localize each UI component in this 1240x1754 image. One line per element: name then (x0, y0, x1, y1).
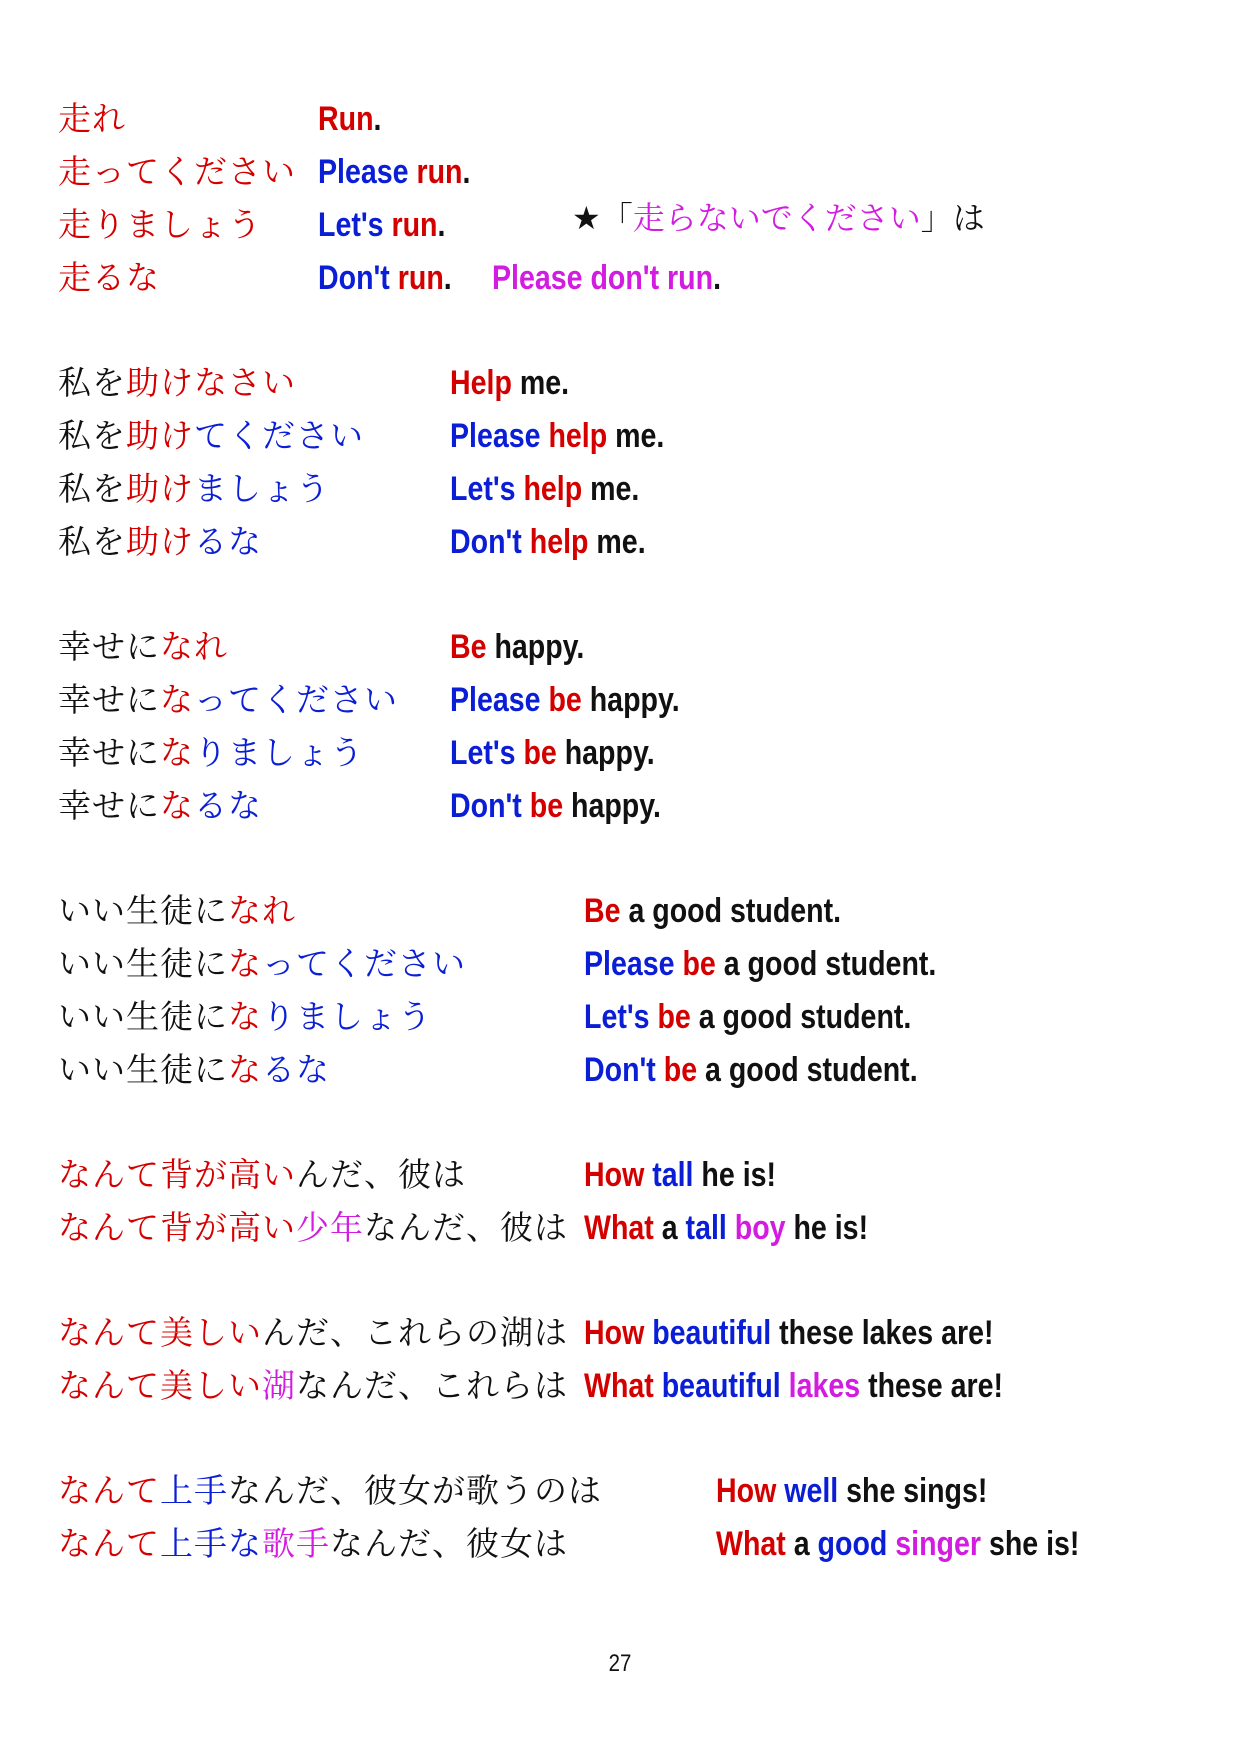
japanese-segment: 美しい (160, 1366, 262, 1405)
japanese-phrase (58, 937, 466, 991)
english-segment: me. (588, 523, 646, 561)
japanese-segment: りましょう (262, 997, 432, 1036)
english-segment: Don't (450, 523, 530, 561)
japanese-segment: な (228, 944, 262, 983)
english-segment: tall (652, 1156, 694, 1194)
japanese-phrase (58, 726, 364, 780)
phrase-row (0, 409, 1240, 463)
english-phrase (584, 884, 841, 938)
english-segment: Please (450, 417, 549, 455)
english-segment: happy. (556, 734, 655, 772)
english-segment: boy (734, 1209, 786, 1247)
japanese-segment: ましょう (194, 469, 330, 508)
english-segment: Let's (450, 734, 524, 772)
english-segment: be (657, 998, 691, 1036)
japanese-segment: な (160, 786, 194, 825)
japanese-segment: 湖 (262, 1366, 296, 1405)
english-segment: Let's (450, 470, 524, 508)
phrase-row (0, 251, 1240, 305)
english-segment: Don't (318, 259, 398, 297)
japanese-segment: な (160, 733, 194, 772)
japanese-segment: いい生徒に (58, 944, 228, 983)
phrase-row (0, 1464, 1240, 1518)
japanese-segment: 走れ (58, 99, 126, 138)
japanese-phrase (58, 1359, 568, 1413)
english-segment: me. (607, 417, 665, 455)
japanese-phrase (58, 779, 262, 833)
japanese-segment: 少年 (296, 1208, 364, 1247)
english-segment: a (785, 1525, 818, 1563)
japanese-segment: なんだ、これらは (296, 1366, 568, 1405)
english-phrase (450, 726, 655, 780)
japanese-segment: るな (262, 1050, 330, 1089)
japanese-segment: な (228, 1050, 262, 1089)
japanese-segment: 走ってください (58, 152, 296, 191)
japanese-segment: なんだ、彼女が歌うのは (228, 1471, 602, 1510)
japanese-segment: 私を (58, 522, 126, 561)
japanese-segment: 私を (58, 469, 126, 508)
phrase-row (0, 673, 1240, 727)
japanese-phrase (58, 515, 262, 569)
english-segment: he is! (693, 1156, 777, 1194)
english-segment: good (817, 1525, 896, 1563)
english-segment: Help (450, 364, 512, 402)
english-segment: beautiful (652, 1314, 772, 1352)
english-phrase (584, 1201, 868, 1255)
phrase-row (0, 620, 1240, 674)
japanese-phrase (58, 92, 126, 146)
english-segment: a good student. (690, 998, 912, 1036)
english-segment: Please (450, 681, 549, 719)
note-answer-segment: don't (590, 259, 668, 297)
japanese-segment: な (160, 680, 194, 719)
japanese-segment: 走りましょう (58, 205, 262, 244)
japanese-segment: 背が高い (160, 1155, 296, 1194)
english-phrase (716, 1464, 987, 1518)
english-phrase (318, 251, 452, 305)
japanese-segment: んだ、彼は (296, 1155, 466, 1194)
note-open-bracket: 「 (600, 199, 633, 237)
english-segment: How (584, 1156, 653, 1194)
english-phrase (450, 779, 661, 833)
english-segment: . (437, 206, 446, 244)
english-segment: Don't (450, 787, 530, 825)
english-phrase (584, 1359, 1003, 1413)
japanese-segment: んだ、これらの湖は (262, 1313, 568, 1352)
english-segment: well (784, 1472, 839, 1510)
english-segment: help (529, 523, 589, 561)
japanese-segment: 幸せに (58, 680, 160, 719)
english-segment: help (523, 470, 583, 508)
english-segment: be (548, 681, 582, 719)
japanese-phrase (58, 1306, 568, 1360)
english-segment: these are! (860, 1367, 1004, 1405)
note-answer (492, 251, 721, 305)
phrase-row (0, 990, 1240, 1044)
english-segment: she sings! (838, 1472, 988, 1510)
english-segment: . (443, 259, 452, 297)
english-segment: singer (895, 1525, 982, 1563)
phrase-row (0, 1359, 1240, 1413)
english-segment: Run (318, 100, 374, 138)
english-segment: Let's (584, 998, 658, 1036)
japanese-segment: 幸せに (58, 786, 160, 825)
english-segment: me. (511, 364, 570, 402)
english-segment: What (584, 1209, 654, 1247)
japanese-phrase (58, 251, 160, 305)
english-phrase (450, 462, 639, 516)
phrase-row (0, 462, 1240, 516)
japanese-segment: てください (194, 416, 364, 455)
english-phrase (450, 673, 680, 727)
english-segment: tall (685, 1209, 735, 1247)
english-segment: Be (450, 628, 487, 666)
note-answer-segment: run (667, 259, 714, 297)
english-segment: Be (584, 892, 621, 930)
japanese-segment: なれ (228, 891, 296, 930)
english-phrase (450, 356, 569, 410)
english-segment: What (716, 1525, 786, 1563)
phrase-row (0, 1201, 1240, 1255)
english-segment: be (529, 787, 564, 825)
english-segment: Don't (584, 1051, 664, 1089)
english-segment: Please (318, 153, 417, 191)
note-row (0, 191, 1240, 245)
english-segment: he is! (785, 1209, 869, 1247)
note-answer-segment: Please (492, 259, 591, 297)
english-segment: run (416, 153, 463, 191)
phrase-row (0, 937, 1240, 991)
english-phrase (584, 1148, 776, 1202)
english-segment: . (462, 153, 471, 191)
japanese-phrase (58, 990, 432, 1044)
phrase-row (0, 1517, 1240, 1571)
japanese-segment: なれ (160, 627, 228, 666)
phrase-row (0, 515, 1240, 569)
phrase-row (0, 1306, 1240, 1360)
japanese-segment: なんて (58, 1313, 160, 1352)
phrase-row (0, 356, 1240, 410)
english-phrase (716, 1517, 1079, 1571)
english-segment: a good student. (715, 945, 937, 983)
english-phrase (584, 990, 911, 1044)
english-segment: run (391, 206, 438, 244)
note-close-bracket: 」は (920, 199, 985, 237)
english-phrase (450, 620, 584, 674)
japanese-segment: な (228, 997, 262, 1036)
phrase-row (0, 779, 1240, 833)
japanese-segment: 背が高い (160, 1208, 296, 1247)
japanese-segment: 私を (58, 416, 126, 455)
japanese-phrase (58, 462, 330, 516)
japanese-phrase (58, 620, 228, 674)
japanese-segment: 私を (58, 363, 126, 402)
english-segment: happy. (581, 681, 680, 719)
english-segment: be (682, 945, 716, 983)
english-segment: a good student. (620, 892, 842, 930)
japanese-segment: 上手な (160, 1524, 262, 1563)
phrase-row (0, 884, 1240, 938)
japanese-segment: ってください (262, 944, 466, 983)
japanese-segment: 助けなさい (126, 363, 296, 402)
phrase-row (0, 1043, 1240, 1097)
japanese-segment: なんて (58, 1366, 160, 1405)
japanese-segment: 美しい (160, 1313, 262, 1352)
japanese-segment: 助け (126, 522, 194, 561)
japanese-phrase (58, 356, 296, 410)
english-segment: run (397, 259, 444, 297)
note-answer-segment: . (713, 259, 722, 297)
japanese-segment: いい生徒に (58, 891, 228, 930)
japanese-segment: 助け (126, 416, 194, 455)
japanese-segment: なんだ、彼女は (330, 1524, 568, 1563)
english-segment: . (373, 100, 382, 138)
japanese-phrase (58, 1201, 568, 1255)
english-phrase (450, 515, 646, 569)
japanese-segment: なんて (58, 1471, 160, 1510)
japanese-phrase (58, 409, 364, 463)
english-segment: How (584, 1314, 653, 1352)
japanese-segment: なんて (58, 1524, 160, 1563)
english-phrase (318, 92, 381, 146)
note-quote: 走らないでください (632, 199, 921, 237)
japanese-phrase (58, 1464, 602, 1518)
english-phrase (584, 1306, 994, 1360)
english-segment: beautiful (661, 1367, 789, 1405)
english-segment: be (523, 734, 557, 772)
note (572, 191, 985, 245)
japanese-segment: なんて (58, 1208, 160, 1247)
japanese-segment: 助け (126, 469, 194, 508)
english-phrase (584, 937, 936, 991)
japanese-segment: るな (194, 786, 262, 825)
star-icon: ★ (572, 199, 601, 237)
japanese-segment: ってください (194, 680, 398, 719)
english-segment: How (716, 1472, 785, 1510)
english-segment: be (663, 1051, 698, 1089)
english-segment: happy. (563, 787, 661, 825)
english-segment: help (548, 417, 608, 455)
japanese-segment: 歌手 (262, 1524, 330, 1563)
english-segment: she is! (981, 1525, 1080, 1563)
japanese-phrase (58, 1148, 466, 1202)
japanese-segment: るな (194, 522, 262, 561)
japanese-segment: 上手 (160, 1471, 228, 1510)
japanese-segment: 幸せに (58, 627, 160, 666)
phrase-row (0, 726, 1240, 780)
english-segment: happy. (486, 628, 585, 666)
english-segment: lakes (788, 1367, 861, 1405)
english-segment: a (653, 1209, 686, 1247)
english-segment: What (584, 1367, 662, 1405)
phrase-row (0, 92, 1240, 146)
japanese-segment: いい生徒に (58, 1050, 228, 1089)
english-segment: these lakes are! (771, 1314, 994, 1352)
english-segment: Let's (318, 206, 392, 244)
english-segment: me. (582, 470, 640, 508)
japanese-phrase (58, 1517, 568, 1571)
japanese-segment: 走るな (58, 258, 160, 297)
japanese-phrase (58, 884, 296, 938)
japanese-segment: なんだ、彼は (364, 1208, 568, 1247)
english-segment: Please (584, 945, 683, 983)
japanese-segment: 幸せに (58, 733, 160, 772)
japanese-segment: なんて (58, 1155, 160, 1194)
english-phrase (450, 409, 664, 463)
japanese-segment: りましょう (194, 733, 364, 772)
japanese-phrase (58, 673, 398, 727)
japanese-segment: いい生徒に (58, 997, 228, 1036)
english-phrase (584, 1043, 918, 1097)
phrase-row (0, 1148, 1240, 1202)
page-number: 27 (608, 1650, 632, 1677)
japanese-phrase (58, 1043, 330, 1097)
english-segment: a good student. (697, 1051, 918, 1089)
